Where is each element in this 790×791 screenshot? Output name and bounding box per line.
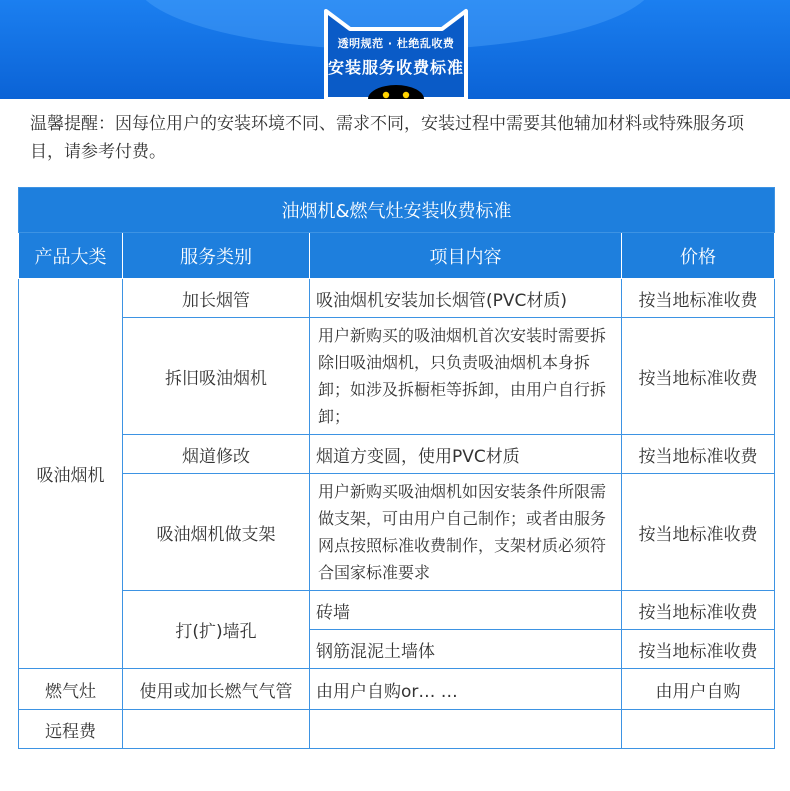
banner-slogan: 透明规范 · 杜绝乱收费: [337, 37, 455, 50]
header-content: 项目内容: [310, 233, 622, 279]
notice-text: 温馨提醒：因每位用户的安装环境不同、需求不同，安装过程中需要其他辅加材料或特殊服务项目，请参考付费。: [30, 114, 744, 162]
table-row: [19, 435, 775, 474]
header-price: 价格: [622, 233, 775, 279]
service-cell: 打(扩)墙孔: [123, 591, 310, 669]
table-row: [19, 710, 775, 749]
cat-badge: [318, 5, 474, 99]
table-row: [19, 474, 775, 591]
price-cell: 按当地标准收费: [622, 279, 775, 318]
content-cell: [310, 710, 622, 749]
table-row: [19, 279, 775, 318]
price-cell: 按当地标准收费: [622, 318, 775, 435]
table-row: [19, 318, 775, 435]
header-category: 产品大类: [19, 233, 123, 279]
service-cell: 使用或加长燃气气管: [123, 669, 310, 710]
price-cell: [622, 710, 775, 749]
category-cell: 燃气灶: [19, 669, 123, 710]
content-cell: 砖墙: [310, 591, 622, 630]
service-cell: 吸油烟机做支架: [123, 474, 310, 591]
fee-table: [18, 187, 775, 749]
price-cell: 按当地标准收费: [622, 474, 775, 591]
service-cell: 加长烟管: [123, 279, 310, 318]
table-row: [19, 591, 775, 630]
category-cell: 远程费: [19, 710, 123, 749]
banner: [0, 0, 790, 99]
table-title: 油烟机&燃气灶安装收费标准: [19, 188, 775, 233]
content-cell: 用户新购买的吸油烟机首次安装时需要拆除旧吸油烟机，只负责吸油烟机本身拆卸；如涉及拆橱柜等拆卸，由用户自行拆卸；: [310, 318, 622, 435]
category-cell: 吸油烟机: [19, 279, 123, 669]
service-cell: 烟道修改: [123, 435, 310, 474]
price-cell: 按当地标准收费: [622, 435, 775, 474]
banner-title: 安装服务收费标准: [327, 58, 464, 77]
header-service: 服务类别: [123, 233, 310, 279]
tmall-cat-icon: [318, 5, 474, 99]
price-cell: 按当地标准收费: [622, 591, 775, 630]
content-cell: 钢筋混泥土墙体: [310, 630, 622, 669]
service-cell: [123, 710, 310, 749]
content-cell: 用户新购买吸油烟机如因安装条件所限需做支架，可由用户自己制作；或者由服务网点按照标准收费制作，支架材质必须符合国家标准要求: [310, 474, 622, 591]
price-cell: 由用户自购: [622, 669, 775, 710]
content-cell: 由用户自购or… …: [310, 669, 622, 710]
content-cell: 吸油烟机安装加长烟管(PVC材质): [310, 279, 622, 318]
price-cell: 按当地标准收费: [622, 630, 775, 669]
content-cell: 烟道方变圆，使用PVC材质: [310, 435, 622, 474]
service-cell: 拆旧吸油烟机: [123, 318, 310, 435]
table-row: [19, 669, 775, 710]
